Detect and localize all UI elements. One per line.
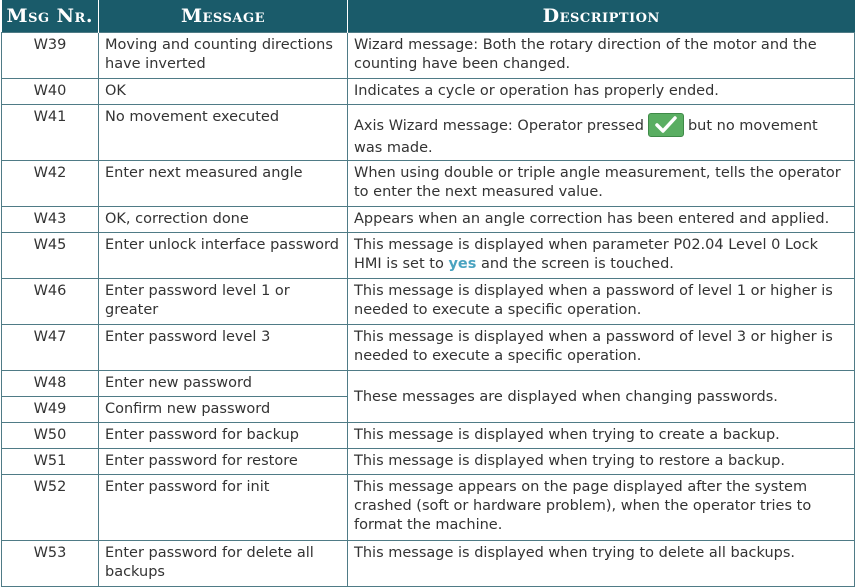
description-text-after: but no movement was made.	[354, 118, 818, 156]
msg-description: Wizard message: Both the rotary direction of the motor and the counting have been changed.	[348, 33, 855, 79]
msg-text: Enter password level 3	[99, 325, 348, 371]
msg-text: OK, correction done	[99, 207, 348, 233]
table-row	[2, 449, 855, 475]
warning-messages-table	[1, 0, 855, 587]
table-row	[2, 325, 855, 371]
msg-text: Enter password for delete all backups	[99, 541, 348, 587]
checkmark-icon	[648, 113, 684, 137]
msg-nr: W46	[2, 279, 99, 325]
table-row	[2, 105, 855, 161]
msg-nr: W42	[2, 161, 99, 207]
msg-nr: W47	[2, 325, 99, 371]
header-msg-nr: Msg Nr.	[2, 0, 99, 33]
msg-description: Appears when an angle correction has been entered and applied.	[348, 207, 855, 233]
msg-nr: W51	[2, 449, 99, 475]
msg-text: Enter password for restore	[99, 449, 348, 475]
description-text-after: and the screen is touched.	[480, 256, 674, 272]
msg-text: Enter unlock interface password	[99, 233, 348, 279]
table-row	[2, 233, 855, 279]
msg-text: Enter next measured angle	[99, 161, 348, 207]
msg-description: This message is displayed when trying to restore a backup.	[348, 449, 855, 475]
table-header-row	[2, 0, 855, 33]
table-row	[2, 79, 855, 105]
msg-text: Moving and counting directions have inverted	[99, 33, 348, 79]
msg-text: Enter password for init	[99, 475, 348, 541]
table-row	[2, 541, 855, 587]
msg-text: Enter password for backup	[99, 423, 348, 449]
msg-description: This message is displayed when trying to create a backup.	[348, 423, 855, 449]
msg-text: Enter password level 1 or greater	[99, 279, 348, 325]
table-row	[2, 371, 855, 397]
table-row	[2, 207, 855, 233]
msg-nr: W50	[2, 423, 99, 449]
msg-nr: W39	[2, 33, 99, 79]
msg-nr: W53	[2, 541, 99, 587]
msg-nr: W41	[2, 105, 99, 161]
table-row	[2, 161, 855, 207]
msg-description: This message is displayed when a password of level 1 or higher is needed to execute a specific operation.	[348, 279, 855, 325]
header-message: Message	[99, 0, 348, 33]
msg-description	[348, 105, 855, 161]
msg-text: Confirm new password	[99, 397, 348, 423]
description-text-before: This message is displayed when parameter P02.04 Level 0 Lock HMI is set to	[354, 237, 818, 272]
msg-nr: W40	[2, 79, 99, 105]
msg-description: This message is displayed when trying to delete all backups.	[348, 541, 855, 587]
msg-nr: W45	[2, 233, 99, 279]
msg-description	[348, 233, 855, 279]
msg-description: When using double or triple angle measurement, tells the operator to enter the next measured value.	[348, 161, 855, 207]
msg-nr: W48	[2, 371, 99, 397]
msg-description: These messages are displayed when changing passwords.	[348, 371, 855, 423]
msg-nr: W49	[2, 397, 99, 423]
msg-nr: W52	[2, 475, 99, 541]
table-row	[2, 279, 855, 325]
msg-description: This message appears on the page displayed after the system crashed (soft or hardware problem), when the operator tries to format the machine.	[348, 475, 855, 541]
table-row	[2, 475, 855, 541]
description-text-before: Axis Wizard message: Operator pressed	[354, 118, 644, 134]
msg-text: No movement executed	[99, 105, 348, 161]
table-row	[2, 423, 855, 449]
msg-text: Enter new password	[99, 371, 348, 397]
msg-description: Indicates a cycle or operation has properly ended.	[348, 79, 855, 105]
msg-text: OK	[99, 79, 348, 105]
msg-description: This message is displayed when a password of level 3 or higher is needed to execute a specific operation.	[348, 325, 855, 371]
msg-nr: W43	[2, 207, 99, 233]
header-description: Description	[348, 0, 855, 33]
parameter-value-highlight: yes	[448, 256, 477, 272]
table-row	[2, 33, 855, 79]
